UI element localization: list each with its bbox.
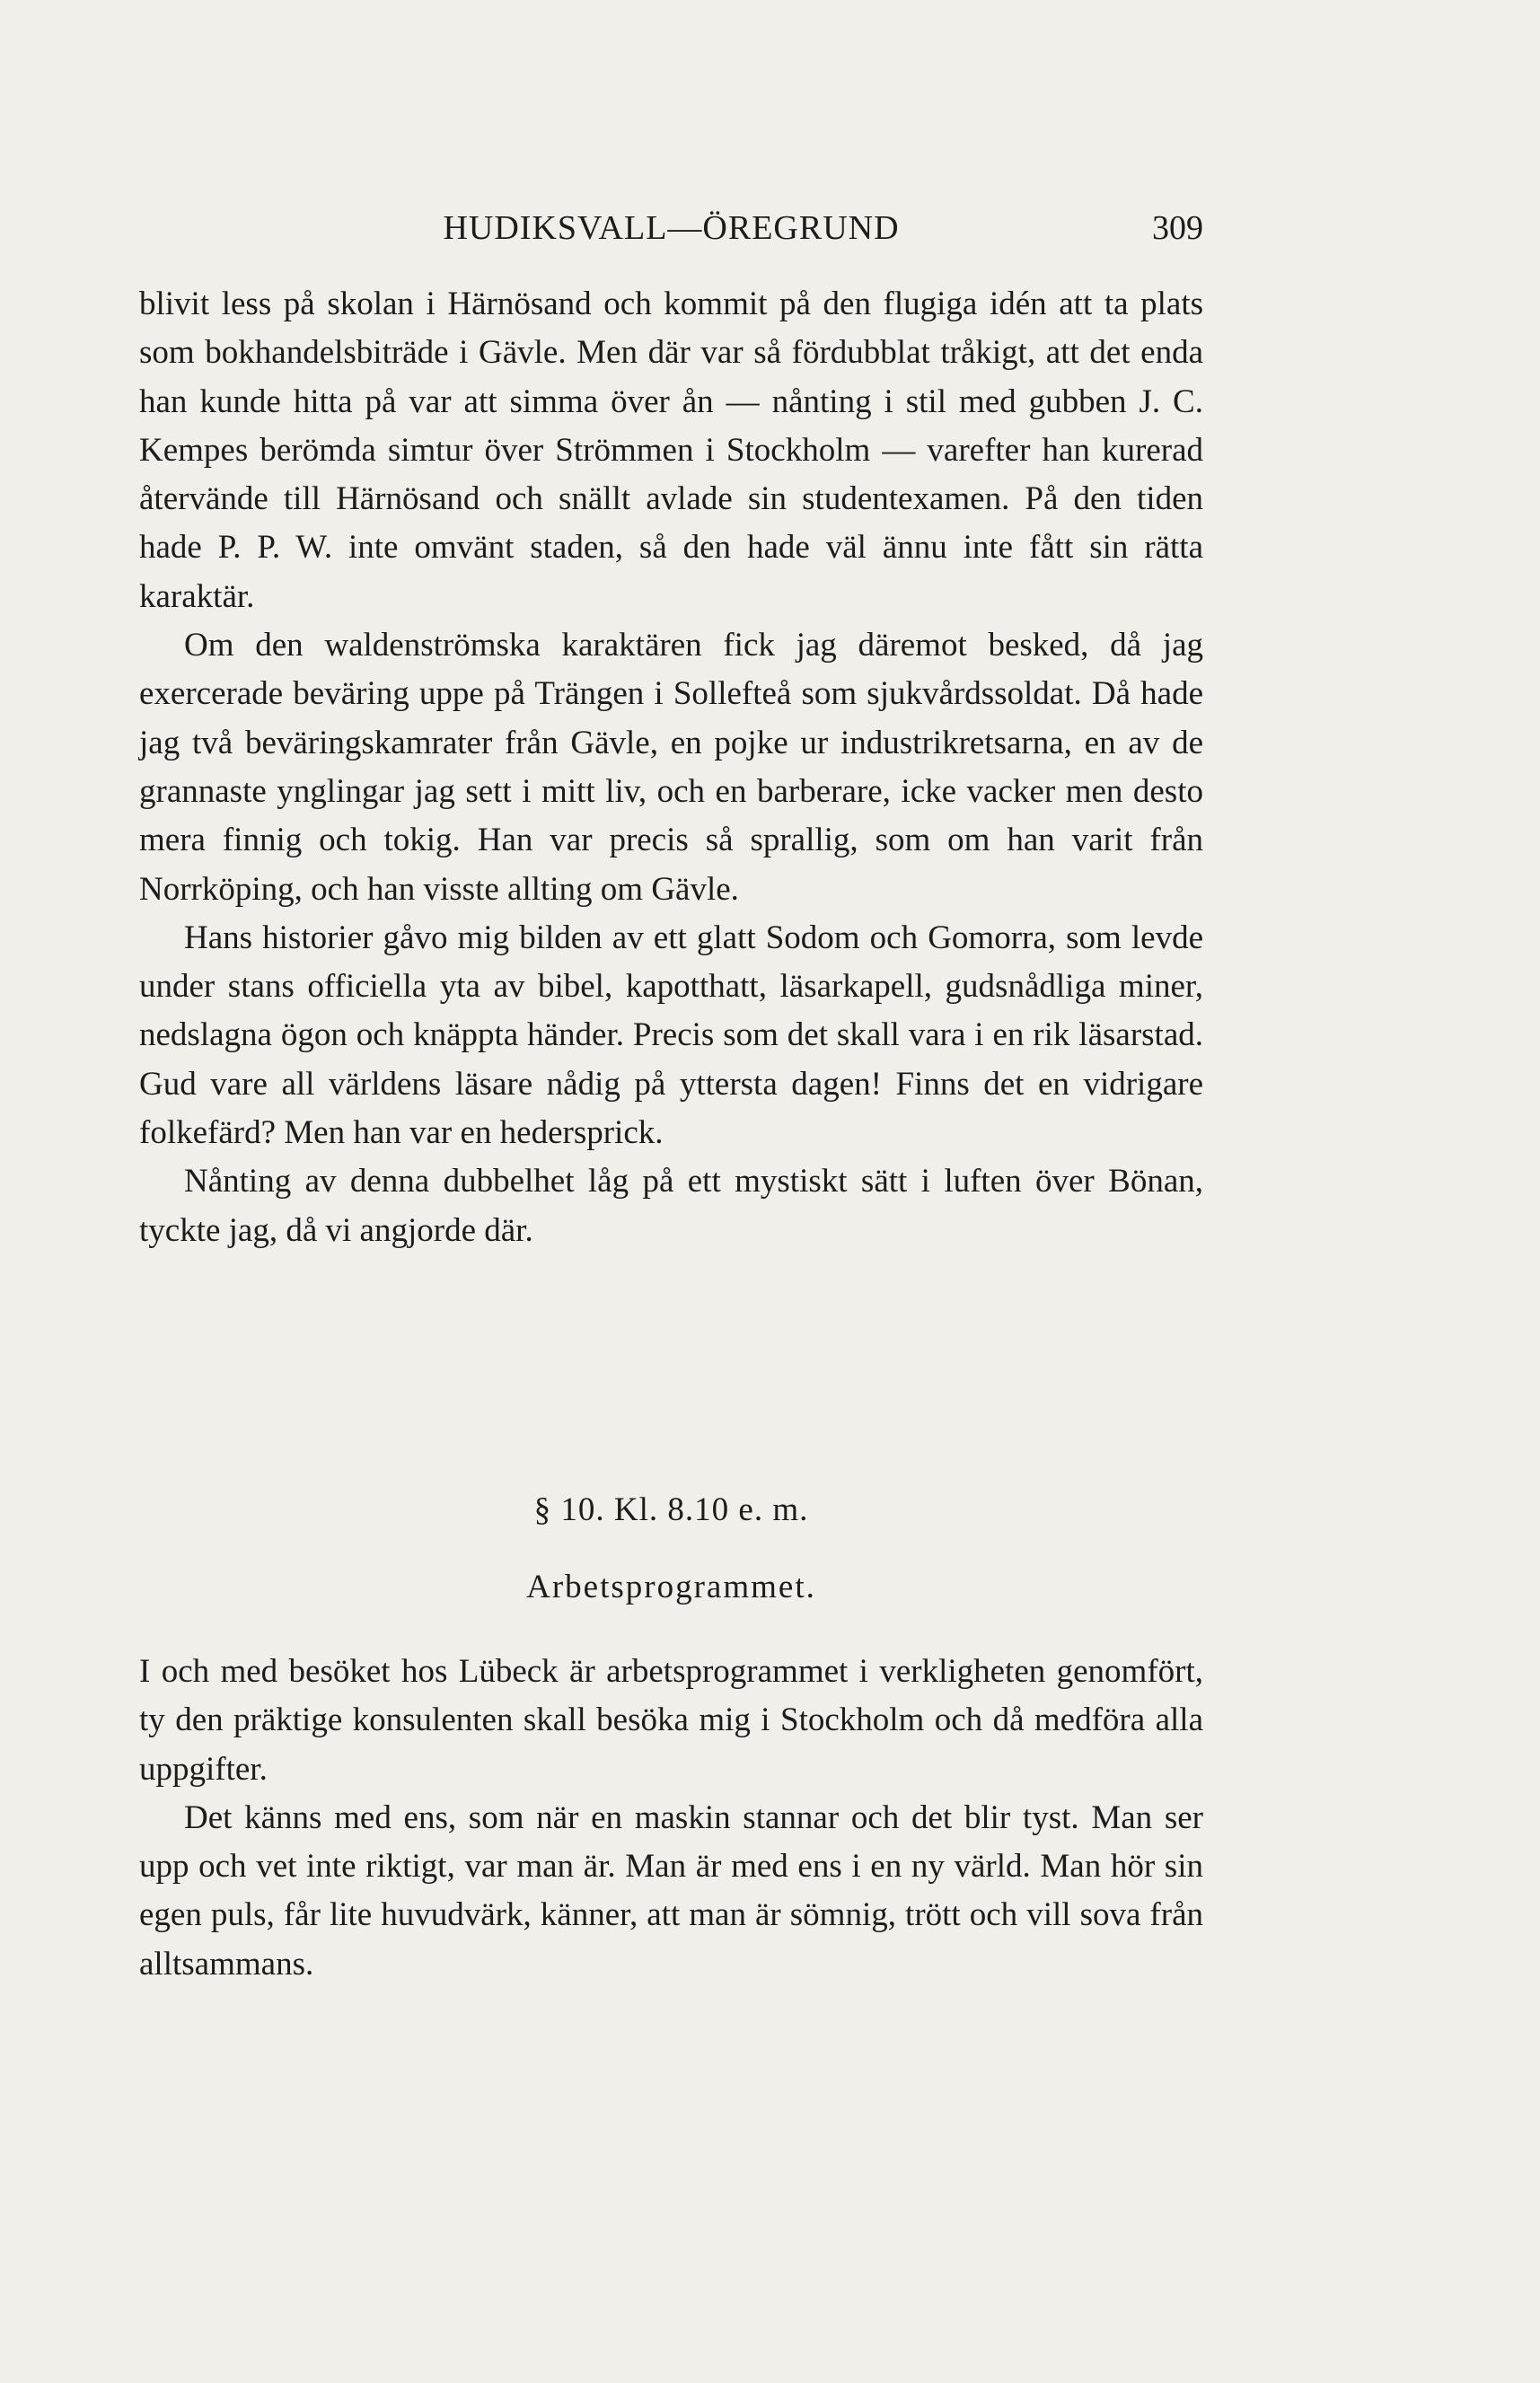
body-text-before-section [139, 280, 1203, 1255]
section-number: § 10. Kl. 8.10 e. m. [533, 1491, 809, 1528]
section-heading: Arbetsprogrammet. [526, 1569, 816, 1605]
paragraph: I och med besöket hos Lübeck är arbetsprogrammet i verkligheten genomfört, ty den präktige konsulenten skall besöka mig i Stockholm och då medföra alla uppgifter. [139, 1653, 1203, 1788]
paragraph: Nånting av denna dubbelhet låg på ett mystiskt sätt i luften över Bönan, tyckte jag, då vi angjorde där. [139, 1163, 1203, 1249]
paragraph: Hans historier gåvo mig bilden av ett glatt Sodom och Gomorra, som levde under stans officiella yta av bibel, kapotthatt, läsarkapell, gudsnådliga miner, nedslagna ögon och knäppta händer. Precis som det skall vara i en rik läsarstad. Gud vare all världens läsare nådig på yttersta dagen! Finns det en vidrigare folkefärd? Men han var en hedersprick. [139, 919, 1203, 1152]
page-header [139, 208, 1203, 262]
body-text-after-section [139, 1648, 1203, 1989]
paragraph: Det känns med ens, som när en maskin stannar och det blir tyst. Man ser upp och vet inte riktigt, var man är. Man är med ens i en ny värld. Man hör sin egen puls, får lite huvudvärk, känner, att man är sömnig, trött och vill sova från alltsammans. [139, 1798, 1203, 1983]
paragraph: Om den waldenströmska karaktären fick jag däremot besked, då jag exercerade beväring uppe på Trängen i Sollefteå som sjukvårdssoldat. Då hade jag två beväringskamrater från Gävle, en pojke ur industrikretsarna, en av de grannaste ynglingar jag sett i mitt liv, och en barberare, icke vacker men desto mera finnig och tokig. Han var precis så sprallig, som om han varit från Norrköping, och han visste allting om Gävle. [139, 627, 1203, 908]
running-title: HUDIKSVALL—ÖREGRUND [443, 209, 900, 247]
page-number: 309 [1152, 209, 1203, 247]
paragraph: blivit less på skolan i Härnösand och kommit på den flugiga idén att ta plats som bokhandelsbiträde i Gävle. Men där var så fördubblat tråkigt, att det enda han kunde hitta på var att simma över ån — nånting i stil med gubben J. C. Kempes berömda simtur över Strömmen i Stockholm — varefter han kurerad återvände till Härnösand och snällt avlade sin studentexamen. På den tiden hade P. P. W. inte omvänt staden, så den hade väl ännu inte fått sin rätta karaktär. [139, 286, 1203, 615]
